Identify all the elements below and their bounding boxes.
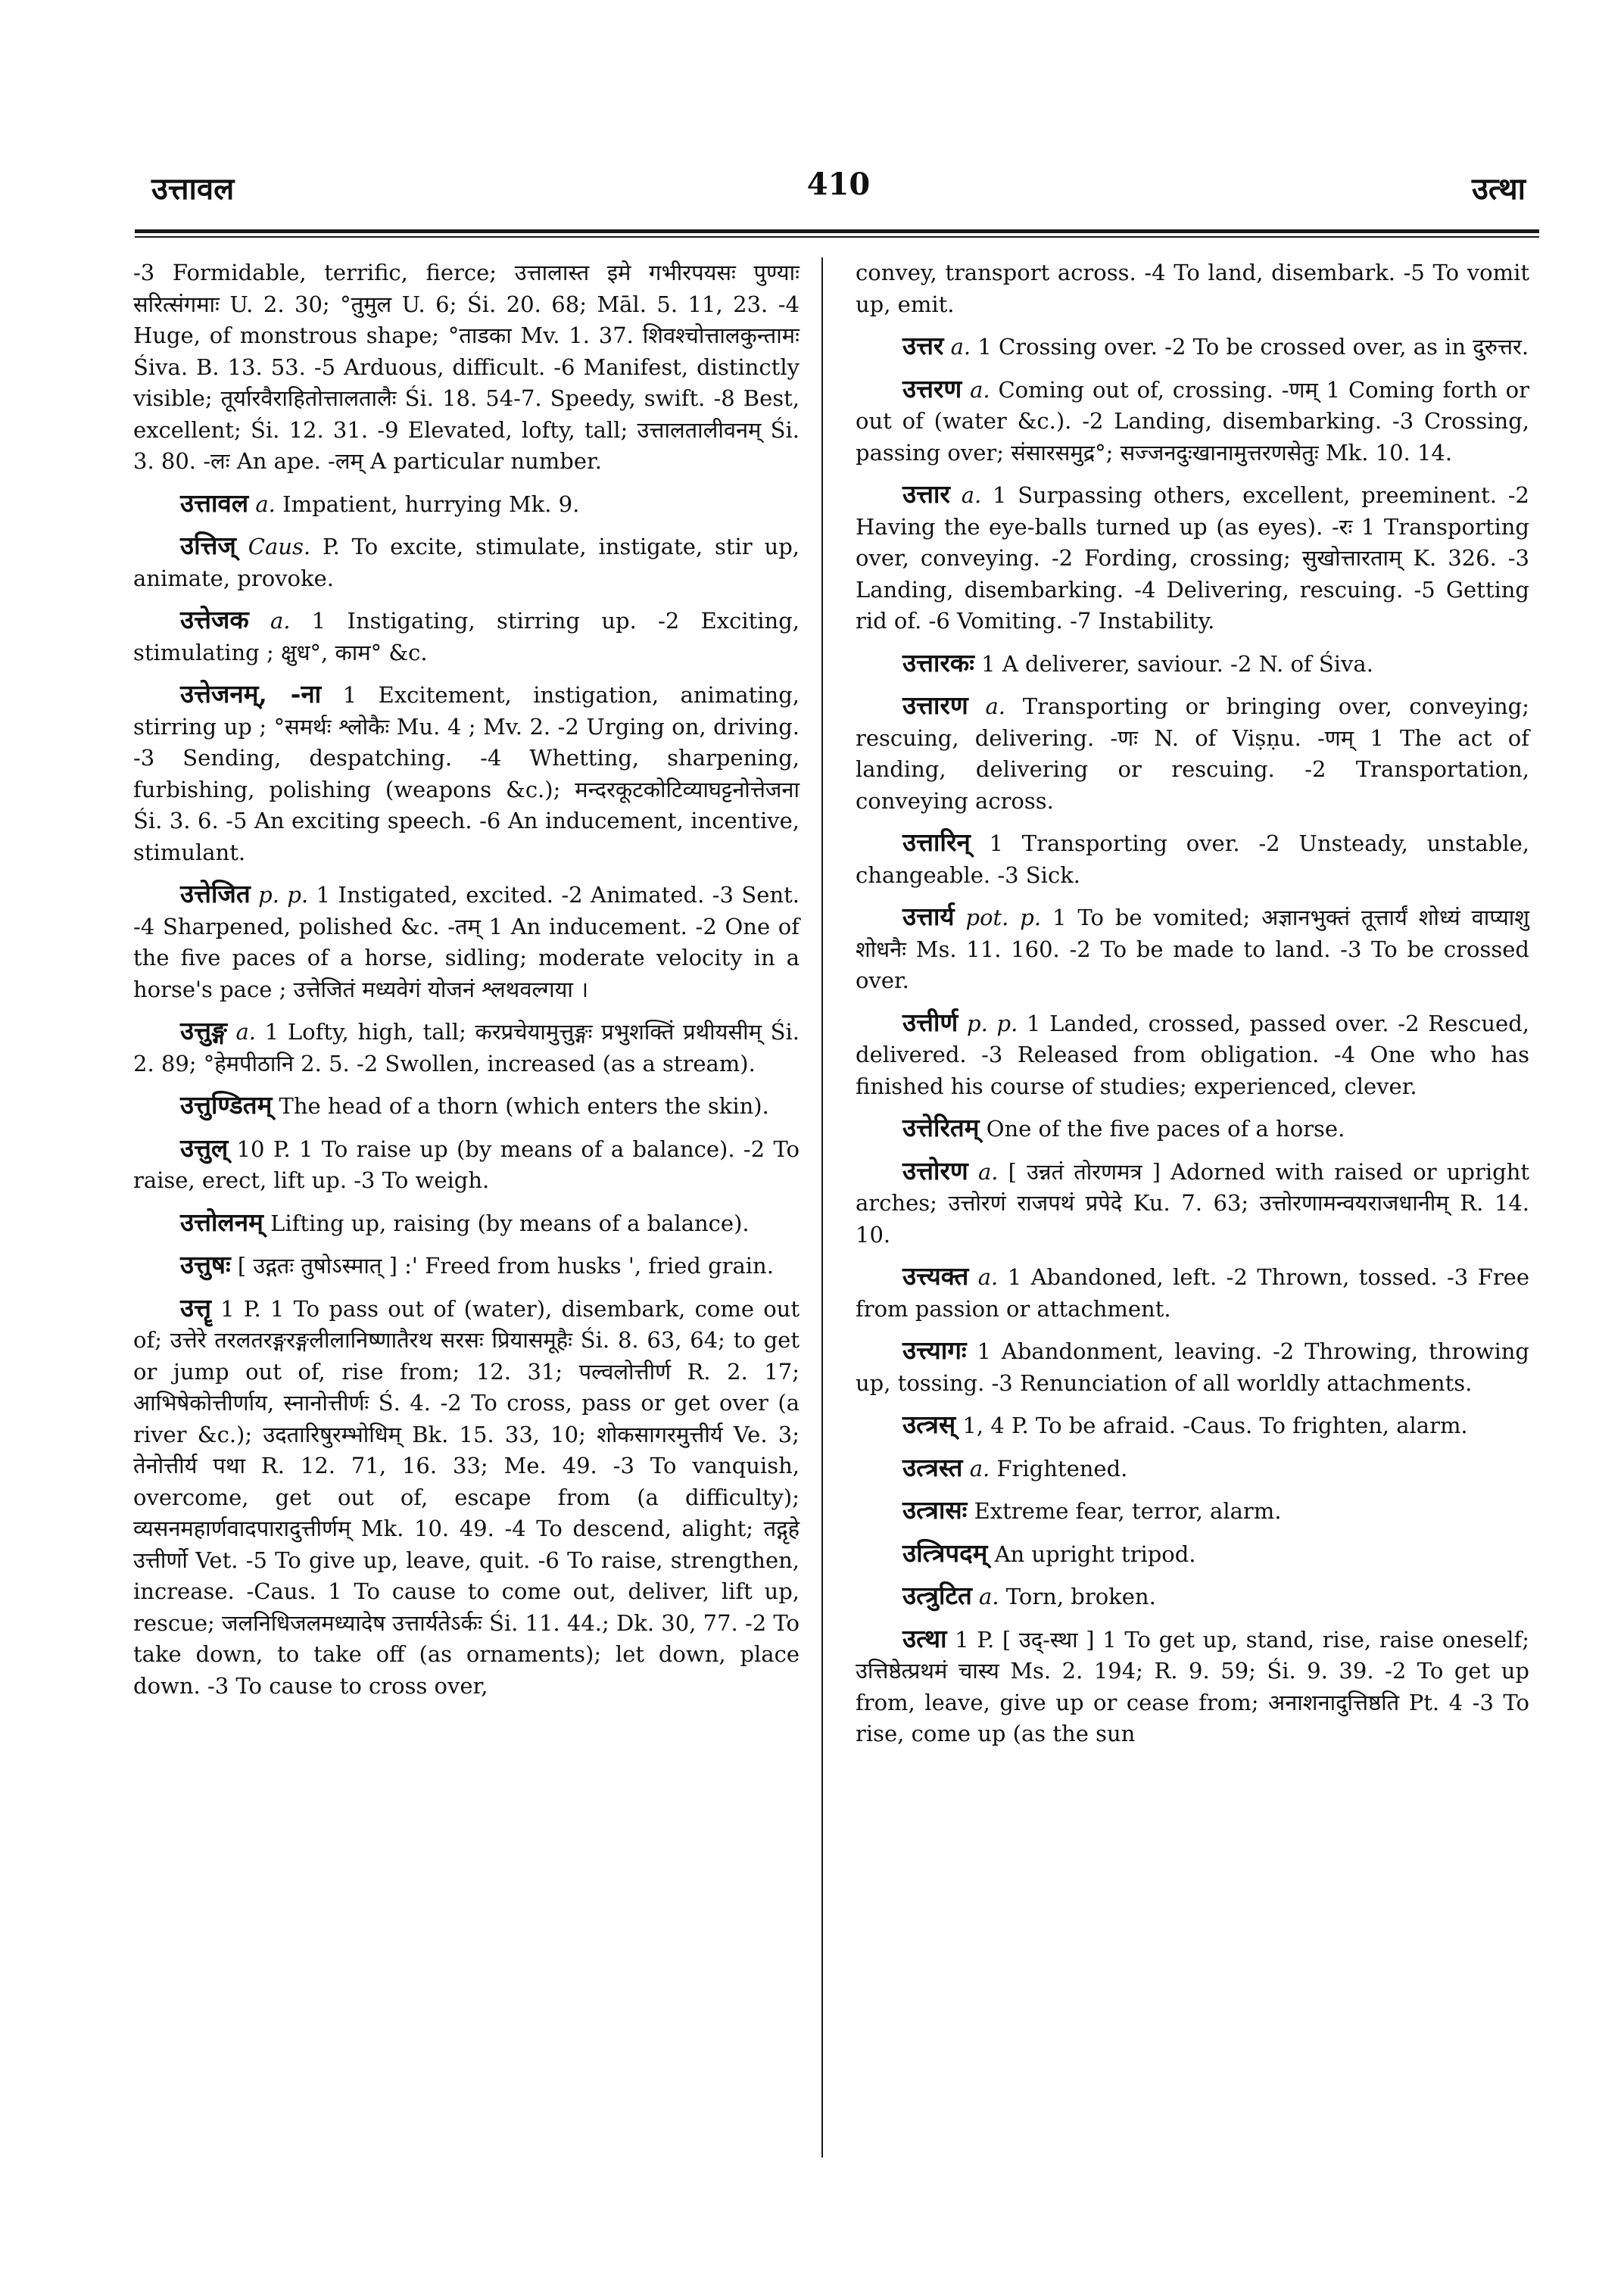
dictionary-entry xyxy=(133,604,800,668)
entry-grammar: p. p. xyxy=(258,882,309,908)
dictionary-entry xyxy=(856,478,1529,637)
entry-grammar: a. xyxy=(235,1019,257,1045)
dictionary-entry xyxy=(856,1007,1529,1103)
page-number: 410 xyxy=(806,167,871,202)
entry-grammar: a. xyxy=(977,1158,999,1185)
entry-headword: उत्तेजक xyxy=(180,605,249,634)
entry-definition: [ उद्गतः तुषोऽस्मात् ] :' Freed from husks ', fried grain. xyxy=(237,1253,774,1279)
left-column xyxy=(133,257,800,1712)
entry-grammar: a. xyxy=(969,1455,990,1481)
entry-headword: उत्था xyxy=(902,1623,947,1653)
dictionary-entry xyxy=(856,901,1529,997)
entry-definition: Torn, broken. xyxy=(1005,1584,1156,1609)
entry-grammar: Caus. xyxy=(248,534,311,559)
dictionary-entry xyxy=(856,257,1529,320)
dictionary-entry xyxy=(856,690,1529,817)
entry-definition: 1 Lofty, high, tall; करप्रचेयामुत्तुङ्गः प्रभुशक्तिं प्रथीयसीम् Śi. 2. 89; °हेमपीठानि 2. 5. -2 Swollen, increased (as a stream). xyxy=(133,1019,800,1076)
entry-definition: Frightened. xyxy=(996,1455,1128,1481)
dictionary-entry xyxy=(856,1112,1529,1145)
entry-headword: उत्त्रस् xyxy=(902,1410,956,1439)
entry-headword: उत्तुषः xyxy=(180,1250,231,1279)
entry-definition: 1 P. 1 To pass out of (water), disembark, come out of; उत्तेरे तरलतरङ्गरङ्गलीलानिष्णातैरथ सरसः प्रियासमूहैः Śi. 8. 63, 64; to get or jump out of, rise from; 12. 31; पल्वलोत्तीर्ण R. 2. 17; आभिषेकोत्तीर्णाय, स्नानोत्तीर्णः Ś. 4. -2 To cross, pass or get over (a river &c.); उदतारिषुरम्भोधिम् Bk. 15. 33, 10; शोकसागरमुत्तीर्य Ve. 3; तेनोत्तीर्य पथा R. 12. 71, 16. 33; Me. 49. -3 To vanquish, overcome, get out of, escape from (a difficulty); व्यसनमहार्णवादपारादुत्तीर्णम् Mk. 10. 49. -4 To descend, alight; तद्गृहे उत्तीर्णो Vet. -5 To give up, leave, quit. -6 To raise, strengthen, increase. -Caus. 1 To cause to come out, deliver, lift up, rescue; जलनिधिजलमध्यादेष उत्तार्यतेऽर्कः Śi. 11. 44.; Dk. 30, 77. -2 To take down, to take off (as ornaments); let down, place down. -3 To cause to cross over, xyxy=(133,1295,800,1699)
entry-grammar: a. xyxy=(970,376,990,403)
entry-headword: उत्त्रुटित xyxy=(902,1581,972,1610)
dictionary-entry xyxy=(856,1409,1529,1442)
dictionary-entry xyxy=(133,257,800,478)
entry-headword: उत्तार xyxy=(902,479,950,509)
dictionary-entry xyxy=(856,827,1529,891)
entry-grammar: a. xyxy=(979,1584,999,1609)
entry-grammar: a. xyxy=(985,693,1006,719)
entry-definition: 1 To be vomited; अज्ञानभुक्तं तूत्तार्यं शोध्यं वाप्याशु शोधनैः Ms. 11. 160. -2 To be made to land. -3 To be crossed over. xyxy=(856,905,1529,993)
dictionary-entry xyxy=(133,678,800,868)
dictionary-entry xyxy=(856,1452,1529,1485)
entry-definition: 1 Instigating, stirring up. -2 Exciting, stimulating ; क्षुध°, काम° &c. xyxy=(133,608,800,665)
dictionary-entry xyxy=(856,373,1529,469)
dictionary-entry xyxy=(856,330,1529,363)
entry-headword: उत्तर xyxy=(902,331,944,360)
entry-definition: 1 Crossing over. -2 To be crossed over, as in दुरुत्तर. xyxy=(977,334,1529,360)
entry-headword: उत्तारकः xyxy=(902,647,974,678)
dictionary-entry xyxy=(856,1580,1529,1613)
entry-definition: 1 P. [ उद्-स्था ] 1 To get up, stand, rise, raise oneself; उत्तिष्ठेत्प्रथमं चास्य Ms. 2. 194; R. 9. 59; Śi. 9. 39. -2 To get up from, leave, give up or cease from; अनाशनादुत्तिष्ठति Pt. 4 -3 To rise, come up (as the sun xyxy=(856,1626,1529,1746)
entry-grammar: a. xyxy=(961,482,982,508)
entry-definition: [ उन्नतं तोरणमत्र ] Adorned with raised or upright arches; उत्तोरणं राजपथं प्रपेदे Ku. 7. 63; उत्तोरणामन्वयराजधानीम् R. 14. 10. xyxy=(856,1158,1530,1248)
entry-definition: P. To excite, stimulate, instigate, stir up, animate, provoke. xyxy=(133,534,800,591)
entry-definition: convey, transport across. -4 To land, disembark. -5 To vomit up, emit. xyxy=(856,260,1529,317)
dictionary-entry xyxy=(133,530,800,594)
dictionary-entry xyxy=(133,488,800,521)
guide-word-right: उत्था xyxy=(1472,171,1526,207)
entry-headword: उत्त्रासः xyxy=(902,1495,968,1525)
header-rule-thick xyxy=(135,229,1539,233)
entry-grammar: p. p. xyxy=(967,1010,1018,1036)
entry-definition: 1 Landed, crossed, passed over. -2 Rescued, delivered. -3 Released from obligation. -4 One who has finished his course of studies; experienced, clever. xyxy=(856,1010,1529,1099)
entry-headword: उत्तॄ xyxy=(180,1292,211,1323)
entry-definition: 1 A deliverer, saviour. -2 N. of Śiva. xyxy=(981,650,1373,677)
dictionary-entry xyxy=(133,1292,800,1703)
entry-definition: Impatient, hurrying Mk. 9. xyxy=(282,491,580,517)
guide-word-left: उत्तावल xyxy=(151,171,235,207)
entry-headword: उत्तेरितम् xyxy=(902,1113,980,1142)
entry-definition: 1 Abandonment, leaving. -2 Throwing, throwing up, tossing. -3 Renunciation of all worldly attachments. xyxy=(856,1338,1529,1396)
entry-definition: The head of a thorn (which enters the skin). xyxy=(279,1093,769,1119)
entry-definition: 1 Surpassing others, excellent, preeminent. -2 Having the eye-balls turned up (as eyes). -रः 1 Transporting over, conveying. -2 Fording, crossing; सुखोत्तारताम् K. 326. -3 Landing, disembarking. -4 Delivering, rescuing. -5 Getting rid of. -6 Vomiting. -7 Instability. xyxy=(856,482,1530,634)
dictionary-entry xyxy=(133,1089,800,1123)
entry-grammar: a. xyxy=(255,491,276,517)
entry-headword: उत्तीर्ण xyxy=(902,1007,959,1037)
dictionary-entry xyxy=(856,1494,1529,1528)
entry-headword: उत्त्यागः xyxy=(902,1335,967,1365)
header-rule-thin xyxy=(135,236,1539,238)
entry-definition: -3 Formidable, terrific, fierce; उत्तालास्त इमे गभीरपयसः पुण्याः सरित्संगमाः U. 2. 30; °तुमुल U. 6; Śi. 20. 68; Māl. 5. 11, 23. -4 Huge, of monstrous shape; °ताडका Mv. 1. 37. शिवश्चोत्तालकुन्तामः Śiva. B. 13. 53. -5 Arduous, difficult. -6 Manifest, distinctly visible; तूर्यारवैराहितोत्तालतालैः Śi. 18. 54-7. Speedy, swift. -8 Best, excellent; Śi. 12. 31. -9 Elevated, lofty, tall; उत्तालतालीवनम् Śi. 3. 80. -लः An ape. -लम् A particular number. xyxy=(133,260,800,474)
entry-headword: उत्तुङ्ग xyxy=(180,1016,227,1045)
dictionary-entry xyxy=(133,1207,800,1240)
entry-headword: उत्त्यक्त xyxy=(902,1261,969,1291)
entry-headword: उत्तिज् xyxy=(180,531,236,560)
entry-grammar: a. xyxy=(270,608,291,634)
running-head xyxy=(151,167,1526,220)
entry-grammar: a. xyxy=(977,1264,999,1290)
entry-headword: उत्तोलनम् xyxy=(180,1207,263,1237)
entry-definition: 1, 4 P. To be afraid. -Caus. To frighten, alarm. xyxy=(962,1413,1468,1438)
dictionary-entry xyxy=(856,1537,1529,1571)
dictionary-entry xyxy=(133,1015,800,1080)
entry-definition: Lifting up, raising (by means of a balance). xyxy=(270,1210,750,1236)
entry-headword: उत्तेजित xyxy=(180,879,251,908)
entry-definition: An upright tripod. xyxy=(994,1541,1196,1567)
dictionary-entry xyxy=(856,1155,1529,1251)
entry-definition: One of the five paces of a horse. xyxy=(986,1116,1345,1142)
entry-headword: उत्त्रिपदम् xyxy=(902,1537,988,1568)
entry-definition: Transporting or bringing over, conveying; rescuing, delivering. -णः N. of Viṣṇu. -णम् 1 The act of landing, delivering or rescuing. -2 Transportation, conveying across. xyxy=(856,693,1529,814)
entry-headword: उत्तरण xyxy=(902,373,962,403)
entry-definition: 1 Transporting over. -2 Unsteady, unstable, changeable. -3 Sick. xyxy=(856,830,1529,888)
entry-headword: उत्तुण्डितम् xyxy=(180,1090,273,1120)
dictionary-entry xyxy=(856,1260,1529,1325)
entry-definition: 1 Abandoned, left. -2 Thrown, tossed. -3 Free from passion or attachment. xyxy=(856,1264,1530,1322)
right-column xyxy=(856,257,1529,1760)
entry-headword: उत्तोरण xyxy=(902,1155,968,1185)
entry-grammar: a. xyxy=(950,334,971,360)
entry-grammar: pot. p. xyxy=(965,905,1042,930)
dictionary-entry xyxy=(133,1249,800,1282)
dictionary-entry xyxy=(133,1132,800,1197)
entry-headword: उत्तुल् xyxy=(180,1132,229,1163)
dictionary-entry xyxy=(133,878,800,1005)
entry-definition: 10 P. 1 To raise up (by means of a balance). -2 To raise, erect, lift up. -3 To weigh. xyxy=(133,1136,800,1193)
entry-headword: उत्तेजनम्, -ना xyxy=(180,679,322,709)
dictionary-entry xyxy=(856,1335,1529,1399)
column-divider xyxy=(821,257,823,2157)
entry-definition: Coming out of, crossing. -णम् 1 Coming forth or out of (water &c.). -2 Landing, disembarking. -3 Crossing, passing over; संसारसमुद्र°; सज्जनदुःखानामुत्तरणसेतुः Mk. 10. 14. xyxy=(856,376,1529,466)
entry-headword: उत्त्रस्त xyxy=(902,1452,963,1482)
entry-definition: 1 Instigated, excited. -2 Animated. -3 Sent. -4 Sharpened, polished &c. -तम् 1 An inducement. -2 One of the five paces of a horse, sidling; moderate velocity in a horse's pace ; उत्तेजितं मध्यवेगं योजनं श्लथवल्गया । xyxy=(133,882,800,1002)
entry-headword: उत्तावल xyxy=(180,488,249,518)
entry-definition: Extreme fear, terror, alarm. xyxy=(974,1498,1282,1524)
entry-headword: उत्तार्य xyxy=(902,902,955,931)
dictionary-entry xyxy=(856,1623,1529,1750)
entry-definition: 1 Excitement, instigation, animating, stirring up ; °समर्थः श्लोकैः Mu. 4 ; Mv. 2. -2 Urging on, driving. -3 Sending, despatching. -4 Whetting, sharpening, furbishing, polishing (weapons &c.); मन्दरकूटकोटिव्याघट्टनोत्तेजना Śi. 3. 6. -5 An exciting speech. -6 An inducement, incentive, stimulant. xyxy=(133,682,800,865)
entry-headword: उत्तारिन् xyxy=(902,827,971,857)
dictionary-entry xyxy=(856,647,1529,681)
entry-headword: उत्तारण xyxy=(902,690,968,720)
